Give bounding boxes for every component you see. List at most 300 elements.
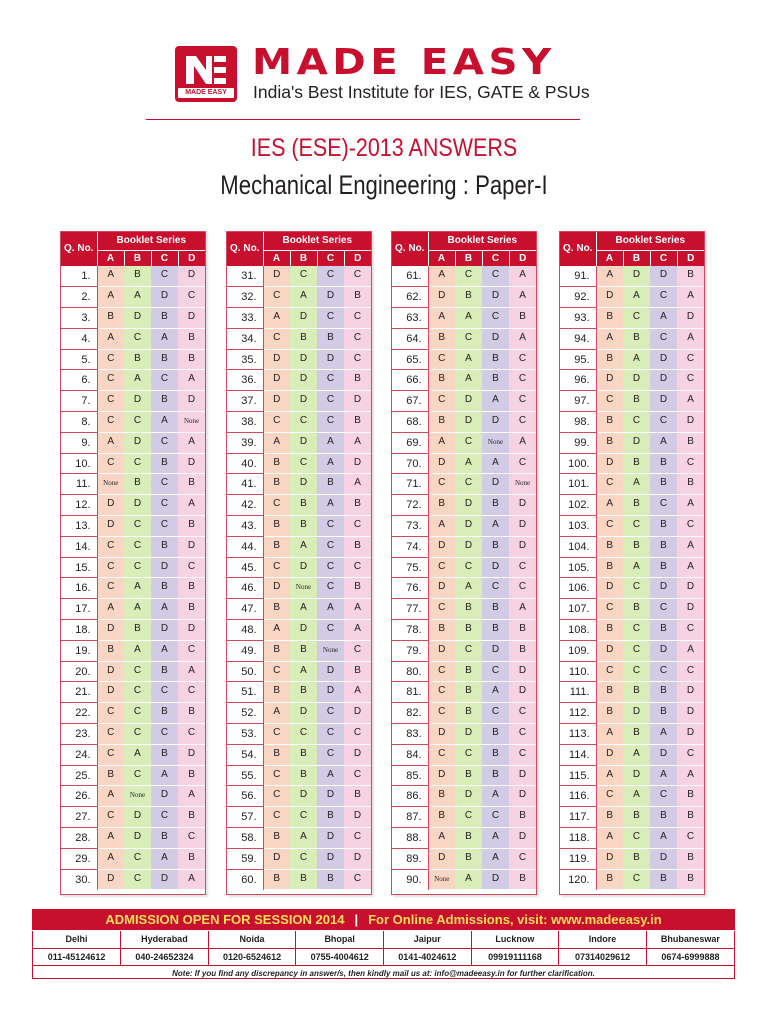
- answer-cell-a: D: [263, 266, 290, 287]
- answer-row: [227, 412, 371, 433]
- question-number: 44.: [227, 536, 263, 557]
- series-header-c: C: [482, 250, 509, 266]
- answer-cell-c: A: [317, 495, 344, 516]
- answer-cell-b: A: [290, 536, 317, 557]
- answer-cell-d: D: [509, 516, 536, 537]
- answer-cell-b: D: [455, 412, 482, 433]
- answer-cell-b: A: [124, 370, 151, 391]
- answer-cell-c: A: [482, 828, 509, 849]
- question-number: 49.: [227, 640, 263, 661]
- answer-cell-c: B: [151, 453, 178, 474]
- answer-row: [560, 869, 704, 890]
- answer-row: [392, 536, 536, 557]
- answer-cell-c: C: [650, 661, 677, 682]
- answer-row: [227, 349, 371, 370]
- answer-cell-d: C: [677, 620, 704, 641]
- answer-cell-a: D: [428, 287, 455, 308]
- answer-cell-d: C: [677, 453, 704, 474]
- answer-cell-d: A: [344, 620, 371, 641]
- answer-cell-a: D: [596, 744, 623, 765]
- answer-cell-d: C: [509, 453, 536, 474]
- answer-cell-d: D: [344, 848, 371, 869]
- answer-cell-d: B: [178, 807, 205, 828]
- answer-cell-d: B: [509, 640, 536, 661]
- answer-cell-d: A: [178, 661, 205, 682]
- answer-cell-a: B: [428, 495, 455, 516]
- answer-table-4: [559, 231, 705, 895]
- answer-cell-b: D: [290, 474, 317, 495]
- answer-cell-d: C: [509, 391, 536, 412]
- answer-cell-b: B: [623, 724, 650, 745]
- answer-cell-b: B: [623, 453, 650, 474]
- answer-cell-a: D: [97, 516, 124, 537]
- answer-cell-c: B: [482, 724, 509, 745]
- answer-row: [392, 724, 536, 745]
- answer-cell-c: C: [650, 786, 677, 807]
- answer-cell-d: B: [344, 412, 371, 433]
- answer-cell-d: C: [677, 370, 704, 391]
- answer-cell-c: B: [650, 682, 677, 703]
- answer-cell-d: C: [509, 370, 536, 391]
- answer-cell-a: B: [596, 703, 623, 724]
- city-phone: 07314029612: [559, 948, 647, 965]
- series-header-d: D: [344, 250, 371, 266]
- answer-cell-c: D: [151, 869, 178, 890]
- answer-row: [392, 640, 536, 661]
- question-number: 2.: [61, 287, 97, 308]
- question-number: 83.: [392, 724, 428, 745]
- answer-row: [560, 578, 704, 599]
- admission-banner: [32, 909, 735, 930]
- answer-cell-a: D: [97, 661, 124, 682]
- answer-row: [61, 828, 205, 849]
- answer-cell-a: None: [97, 474, 124, 495]
- answer-cell-d: C: [509, 848, 536, 869]
- question-number: 96.: [560, 370, 596, 391]
- answer-cell-d: C: [509, 412, 536, 433]
- answer-cell-a: A: [263, 620, 290, 641]
- answer-cell-d: A: [509, 266, 536, 287]
- question-number: 104.: [560, 536, 596, 557]
- answer-cell-c: D: [482, 640, 509, 661]
- answer-cell-c: A: [482, 391, 509, 412]
- answer-cell-d: D: [509, 536, 536, 557]
- answer-cell-c: C: [650, 599, 677, 620]
- answer-row: [61, 495, 205, 516]
- answer-row: [560, 349, 704, 370]
- answer-cell-d: D: [344, 807, 371, 828]
- answer-cell-a: D: [596, 370, 623, 391]
- answer-cell-b: B: [455, 661, 482, 682]
- answer-cell-d: B: [178, 516, 205, 537]
- question-number: 91.: [560, 266, 596, 287]
- answer-cell-a: D: [596, 640, 623, 661]
- answer-cell-c: A: [482, 848, 509, 869]
- city-phone: 040-24652324: [121, 948, 209, 965]
- answer-cell-a: A: [428, 432, 455, 453]
- answer-cell-b: C: [455, 807, 482, 828]
- answer-row: [61, 536, 205, 557]
- answer-cell-d: A: [677, 328, 704, 349]
- answer-cell-a: C: [97, 807, 124, 828]
- question-number: 101.: [560, 474, 596, 495]
- question-number: 56.: [227, 786, 263, 807]
- answer-cell-d: D: [677, 724, 704, 745]
- answer-cell-a: C: [97, 453, 124, 474]
- answer-cell-d: A: [509, 599, 536, 620]
- answer-row: [227, 640, 371, 661]
- answer-cell-d: B: [344, 536, 371, 557]
- answer-cell-b: C: [623, 412, 650, 433]
- answer-cell-c: A: [650, 765, 677, 786]
- question-number: 112.: [560, 703, 596, 724]
- answer-cell-a: C: [263, 724, 290, 745]
- answer-cell-a: C: [428, 682, 455, 703]
- answer-cell-c: D: [482, 328, 509, 349]
- answer-row: [392, 370, 536, 391]
- question-number: 48.: [227, 620, 263, 641]
- answer-row: [560, 765, 704, 786]
- answer-cell-a: B: [263, 453, 290, 474]
- answer-cell-c: B: [482, 765, 509, 786]
- answer-cell-d: C: [509, 744, 536, 765]
- answer-cell-b: C: [623, 828, 650, 849]
- answer-row: [227, 786, 371, 807]
- answer-cell-b: A: [623, 744, 650, 765]
- answer-cell-b: C: [124, 412, 151, 433]
- answer-cell-d: C: [344, 308, 371, 329]
- answer-cell-d: C: [178, 724, 205, 745]
- answer-row: [227, 495, 371, 516]
- series-header-a: A: [263, 250, 290, 266]
- answer-cell-c: D: [650, 370, 677, 391]
- series-header-b: B: [124, 250, 151, 266]
- answer-cell-d: D: [509, 786, 536, 807]
- series-header-c: C: [151, 250, 178, 266]
- answer-cell-c: C: [317, 412, 344, 433]
- question-number: 51.: [227, 682, 263, 703]
- answer-cell-c: C: [151, 807, 178, 828]
- answer-cell-d: B: [509, 807, 536, 828]
- answer-cell-a: C: [97, 557, 124, 578]
- answer-cell-c: C: [317, 724, 344, 745]
- question-number: 75.: [392, 557, 428, 578]
- answer-cell-b: D: [623, 432, 650, 453]
- answer-cell-c: A: [317, 765, 344, 786]
- question-number: 94.: [560, 328, 596, 349]
- answer-cell-d: D: [178, 266, 205, 287]
- answer-cell-b: B: [623, 328, 650, 349]
- answer-cell-a: A: [596, 266, 623, 287]
- answer-cell-c: C: [317, 370, 344, 391]
- answer-cell-c: C: [317, 536, 344, 557]
- answer-row: [61, 453, 205, 474]
- answer-cell-b: D: [124, 828, 151, 849]
- answer-row: [227, 432, 371, 453]
- answer-cell-a: B: [263, 599, 290, 620]
- answer-cell-c: C: [482, 661, 509, 682]
- answer-cell-d: A: [509, 432, 536, 453]
- question-number: 37.: [227, 391, 263, 412]
- answer-cell-d: C: [509, 578, 536, 599]
- answer-cell-a: B: [97, 308, 124, 329]
- note-suffix: for further clarification.: [504, 969, 595, 979]
- answer-cell-d: C: [509, 724, 536, 745]
- answer-row: [227, 266, 371, 287]
- answer-cell-a: B: [428, 786, 455, 807]
- answer-row: [61, 724, 205, 745]
- answer-row: [227, 599, 371, 620]
- answer-cell-a: C: [97, 703, 124, 724]
- answer-cell-b: C: [290, 807, 317, 828]
- paper-title: Mechanical Engineering : Paper-I: [220, 170, 548, 200]
- answer-cell-b: A: [455, 869, 482, 890]
- answer-cell-c: C: [317, 391, 344, 412]
- answer-cell-c: A: [482, 453, 509, 474]
- answer-cell-a: C: [97, 370, 124, 391]
- answer-cell-d: D: [509, 661, 536, 682]
- answer-cell-c: D: [482, 287, 509, 308]
- answer-cell-b: B: [290, 869, 317, 890]
- answer-cell-b: A: [455, 370, 482, 391]
- answer-cell-c: D: [482, 557, 509, 578]
- answer-cell-c: A: [482, 786, 509, 807]
- answer-cell-b: A: [623, 287, 650, 308]
- answer-cell-b: C: [124, 765, 151, 786]
- answer-cell-d: A: [677, 557, 704, 578]
- answer-cell-c: D: [482, 412, 509, 433]
- answer-cell-d: B: [677, 807, 704, 828]
- answer-cell-d: A: [677, 287, 704, 308]
- city-row: [33, 931, 734, 948]
- answer-row: [392, 620, 536, 641]
- banner-separator: |: [354, 912, 359, 927]
- question-number: 36.: [227, 370, 263, 391]
- answer-cell-d: C: [178, 828, 205, 849]
- answer-row: [61, 744, 205, 765]
- answer-row: [392, 786, 536, 807]
- answer-cell-c: D: [151, 786, 178, 807]
- answer-cell-c: D: [317, 848, 344, 869]
- answer-cell-b: A: [124, 578, 151, 599]
- answer-cell-c: C: [482, 807, 509, 828]
- answer-cell-d: C: [178, 557, 205, 578]
- answer-row: [560, 599, 704, 620]
- answer-row: [61, 516, 205, 537]
- answer-row: [227, 620, 371, 641]
- answer-cell-c: D: [650, 266, 677, 287]
- answer-row: [61, 287, 205, 308]
- answer-cell-c: B: [482, 536, 509, 557]
- answer-cell-c: B: [151, 661, 178, 682]
- answer-cell-c: B: [650, 869, 677, 890]
- series-header-d: D: [178, 250, 205, 266]
- answer-row: [61, 765, 205, 786]
- q-no-header: Q. No.: [227, 232, 263, 266]
- answer-cell-a: C: [428, 349, 455, 370]
- question-number: 59.: [227, 848, 263, 869]
- answer-row: [560, 682, 704, 703]
- question-number: 32.: [227, 287, 263, 308]
- answer-cell-d: A: [509, 328, 536, 349]
- answer-row: [392, 328, 536, 349]
- question-number: 38.: [227, 412, 263, 433]
- answer-cell-d: B: [178, 474, 205, 495]
- answer-cell-c: C: [482, 703, 509, 724]
- answer-cell-b: B: [455, 287, 482, 308]
- answer-table-1: [60, 231, 206, 895]
- answer-cell-b: C: [124, 703, 151, 724]
- answer-row: [61, 620, 205, 641]
- question-number: 116.: [560, 786, 596, 807]
- answer-cell-d: A: [178, 495, 205, 516]
- answer-cell-c: C: [151, 370, 178, 391]
- answer-cell-a: D: [428, 578, 455, 599]
- answer-cell-a: D: [428, 640, 455, 661]
- question-number: 61.: [392, 266, 428, 287]
- answer-row: [392, 869, 536, 890]
- question-number: 114.: [560, 744, 596, 765]
- tagline: India's Best Institute for IES, GATE & PSUs: [253, 82, 590, 102]
- answer-cell-a: C: [596, 786, 623, 807]
- answer-cell-b: C: [124, 536, 151, 557]
- answer-row: [560, 620, 704, 641]
- answer-cell-b: D: [290, 391, 317, 412]
- answer-row: [227, 453, 371, 474]
- answer-cell-d: C: [344, 266, 371, 287]
- answer-cell-b: D: [455, 516, 482, 537]
- answer-row: [61, 432, 205, 453]
- answer-cell-d: A: [178, 432, 205, 453]
- city-name: Lucknow: [471, 931, 559, 948]
- answer-cell-c: D: [317, 349, 344, 370]
- answer-cell-b: D: [455, 536, 482, 557]
- answer-cell-c: C: [482, 308, 509, 329]
- answer-cell-c: B: [650, 536, 677, 557]
- question-number: 71.: [392, 474, 428, 495]
- answer-cell-c: B: [482, 744, 509, 765]
- answer-cell-a: A: [596, 724, 623, 745]
- answer-row: [392, 308, 536, 329]
- answer-cell-a: D: [428, 453, 455, 474]
- answer-cell-c: None: [317, 640, 344, 661]
- booklet-series-header: Booklet Series: [596, 232, 704, 250]
- question-number: 76.: [392, 578, 428, 599]
- answer-cell-a: B: [596, 807, 623, 828]
- answer-row: [61, 848, 205, 869]
- answer-cell-a: B: [596, 557, 623, 578]
- answer-cell-a: A: [263, 308, 290, 329]
- answer-cell-d: B: [178, 765, 205, 786]
- answer-cell-b: C: [623, 620, 650, 641]
- question-number: 90.: [392, 869, 428, 890]
- answer-cell-a: C: [596, 391, 623, 412]
- answer-cell-d: B: [677, 266, 704, 287]
- answer-cell-d: D: [677, 578, 704, 599]
- answer-cell-c: B: [317, 869, 344, 890]
- note-email-link[interactable]: info@madeeasy.in: [434, 969, 505, 979]
- answer-cell-d: B: [178, 703, 205, 724]
- question-number: 25.: [61, 765, 97, 786]
- answer-cell-c: B: [482, 495, 509, 516]
- question-number: 73.: [392, 516, 428, 537]
- answer-cell-c: C: [482, 266, 509, 287]
- answer-cell-d: D: [677, 682, 704, 703]
- answer-cell-a: B: [596, 620, 623, 641]
- q-no-header: Q. No.: [560, 232, 596, 266]
- answer-cell-d: D: [178, 620, 205, 641]
- answer-row: [392, 744, 536, 765]
- question-number: 34.: [227, 328, 263, 349]
- answer-cell-b: B: [124, 349, 151, 370]
- answer-cell-c: A: [151, 765, 178, 786]
- question-number: 65.: [392, 349, 428, 370]
- question-number: 86.: [392, 786, 428, 807]
- question-number: 17.: [61, 599, 97, 620]
- made-easy-logo: [175, 46, 237, 102]
- answer-cell-b: C: [455, 640, 482, 661]
- question-number: 22.: [61, 703, 97, 724]
- exam-title: IES (ESE)-2013 ANSWERS: [250, 134, 518, 162]
- answer-cell-a: D: [263, 578, 290, 599]
- question-number: 28.: [61, 828, 97, 849]
- answer-cell-c: A: [317, 432, 344, 453]
- answer-cell-a: C: [428, 599, 455, 620]
- answer-cell-a: C: [263, 661, 290, 682]
- answer-cell-a: D: [263, 370, 290, 391]
- answer-cell-d: C: [344, 640, 371, 661]
- answer-row: [392, 661, 536, 682]
- answer-cell-c: A: [650, 828, 677, 849]
- answer-cell-c: D: [482, 474, 509, 495]
- answer-row: [392, 848, 536, 869]
- answer-cell-c: C: [151, 495, 178, 516]
- question-number: 89.: [392, 848, 428, 869]
- answer-cell-a: C: [428, 391, 455, 412]
- answer-cell-c: C: [482, 578, 509, 599]
- answer-cell-b: D: [290, 370, 317, 391]
- answer-cell-b: A: [455, 349, 482, 370]
- answer-cell-a: D: [263, 848, 290, 869]
- city-name: Bhubaneswar: [646, 931, 734, 948]
- series-header-b: B: [455, 250, 482, 266]
- question-number: 11.: [61, 474, 97, 495]
- discrepancy-note: [33, 965, 734, 982]
- answer-cell-b: C: [623, 869, 650, 890]
- answer-cell-c: C: [650, 328, 677, 349]
- question-number: 1.: [61, 266, 97, 287]
- question-number: 50.: [227, 661, 263, 682]
- answer-cell-b: D: [124, 495, 151, 516]
- answer-cell-d: C: [178, 640, 205, 661]
- answer-cell-b: D: [124, 308, 151, 329]
- answer-cell-d: D: [677, 308, 704, 329]
- answer-cell-a: D: [596, 453, 623, 474]
- answer-cell-b: B: [124, 620, 151, 641]
- answer-cell-a: C: [428, 703, 455, 724]
- answer-cell-b: B: [623, 848, 650, 869]
- answer-cell-a: None: [428, 869, 455, 890]
- answer-cell-a: A: [428, 266, 455, 287]
- answer-cell-b: A: [623, 786, 650, 807]
- answer-cell-b: B: [623, 599, 650, 620]
- answer-cell-a: C: [596, 516, 623, 537]
- answer-cell-c: B: [151, 391, 178, 412]
- answer-cell-c: B: [482, 370, 509, 391]
- answer-cell-a: D: [97, 495, 124, 516]
- answer-cell-b: C: [290, 412, 317, 433]
- city-name: Bhopal: [296, 931, 384, 948]
